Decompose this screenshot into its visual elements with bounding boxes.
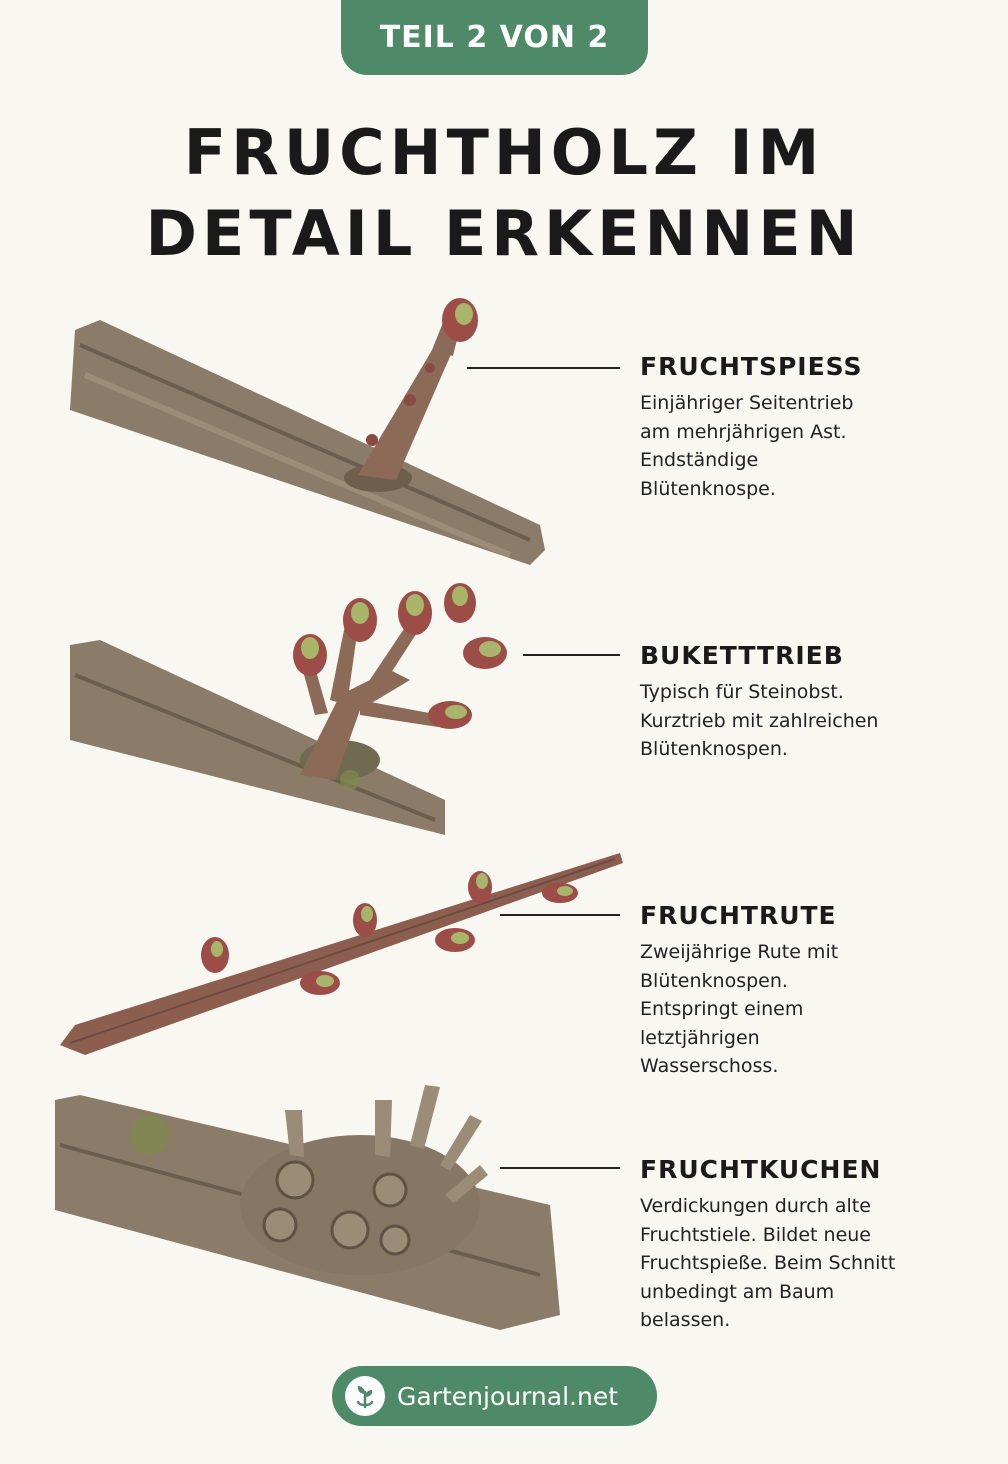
part-badge: TEIL 2 VON 2 — [341, 0, 648, 75]
item-description: Verdickungen durch alte Fruchtstiele. Bildet neue Fruchtspieße. Beim Schnitt unbedingt am Baum belassen. — [640, 1195, 896, 1331]
fruchtrute-leader — [500, 914, 620, 916]
brand-badge[interactable] — [332, 1366, 657, 1426]
item-description: Typisch für Steinobst. Kurztrieb mit zahlreichen Blütenknospen. — [640, 681, 879, 760]
item-name: BUKETTTRIEB — [640, 641, 844, 670]
fruchtkuchen-leader — [500, 1167, 620, 1169]
bukettrieb-leader — [523, 654, 620, 656]
item-name: FRUCHTRUTE — [640, 901, 837, 930]
bukettrieb-illustration — [60, 575, 530, 860]
item-name: FRUCHTSPIESS — [640, 352, 863, 381]
item-description: Zweijährige Rute mit Blütenknospen. Entspringt einem letztjährigen Wasserschoss. — [640, 941, 839, 1077]
sprout-icon — [345, 1376, 385, 1416]
item-name: FRUCHTKUCHEN — [640, 1155, 882, 1184]
item-fruchtspiess — [640, 352, 940, 503]
fruchtrute-illustration — [55, 845, 630, 1065]
page-title-line-2: DETAIL ERKENNEN — [145, 197, 863, 270]
page-title-line-1: FRUCHTHOLZ IM — [183, 116, 825, 189]
fruchtspiess-illustration — [60, 290, 560, 580]
item-fruchtrute — [640, 901, 940, 1081]
fruchtkuchen-illustration — [50, 1065, 580, 1345]
item-description: Einjähriger Seitentrieb am mehrjährigen Ast. Endständige Blütenknospe. — [640, 392, 854, 500]
item-fruchtkuchen — [640, 1155, 940, 1335]
fruchtspiess-leader — [467, 367, 620, 369]
item-bukettrieb — [640, 641, 940, 764]
brand-name: Gartenjournal.net — [397, 1381, 619, 1411]
